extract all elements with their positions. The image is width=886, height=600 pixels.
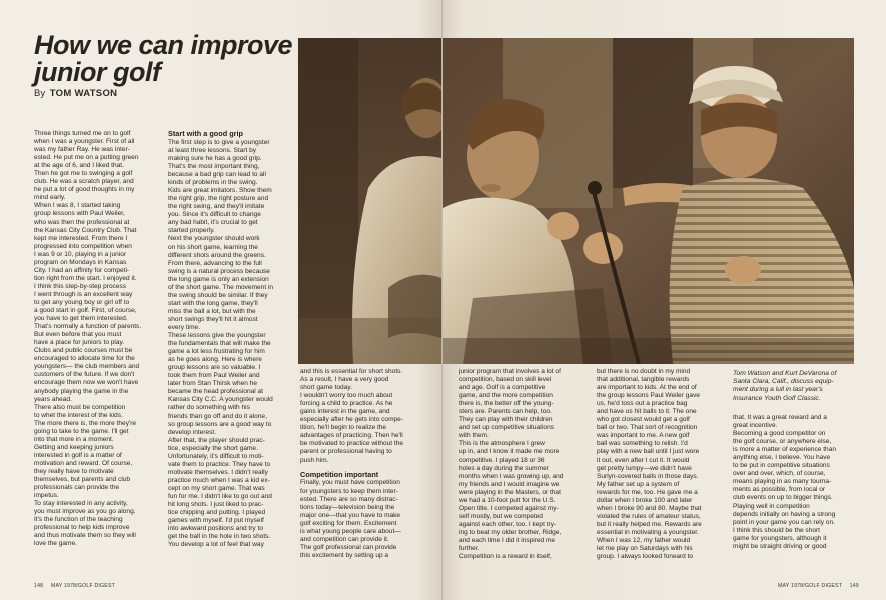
left-page [0,0,441,600]
right-page [443,0,886,600]
column-4 [459,368,585,578]
folio-left [34,583,115,589]
page-number-right: 149 [849,583,859,589]
photo-right-image [443,38,854,364]
column-1-text: Three things turned me on to golf when I was a youngster. First of all was my father Ray. He was inter- ested. He put me on a putting green at the age of 6, and I liked that. Then he got me to swinging a golf club. He was a scratch player, and he put a lot of good thoughts in my mind early. When I was 8, I started taking group lessons with Paul Weiler, who was then the professional at the Kansas City Country Club. That kept me interested. From there I progressed into competition when I was 9 or 10, playing in a junior program on Mondays in Kansas City. I had an affinity for competi- tion right from the start. I enjoyed it. I think this step-by-step process I went through is an excellent way to get any young boy or girl off to a good start in golf. First, of course, you have to get them interested. That's normally a function of parents. But even before that you must have a place for juniors to play. Clubs and public courses must be encouraged to allocate time for the youngsters— the club members and customers of the future. If we don't encourage them now we won't have anybody playing the game in the years ahead. There also must be competition to whet the interest of the kids. The more there is, the more they're going to take to the game. I'll get into that more in a moment. Getting and keeping juniors interested in golf is a matter of motivation and reward. Of course, they really have to motivate themselves, but parents and club professionals can provide the impetus. To stay interested in any activity, you must improve as you go along. It's the function of the teaching professional to help kids improve and thus motivate them so they will love the game. [34,130,142,548]
page-number-left: 148 [34,583,44,589]
headline-line-2: junior golf [34,57,161,87]
byline [34,88,117,99]
headline-line-1: How we can improve [34,30,293,60]
column-2-text: The first step is to give a youngster at least three lessons. Start by making sure he has a good grip. That's the most important thing, because a bad grip can lead to all kinds of problems in the swing. Kids are great imitators. Show them the right grip, the right posture and the right swing, and they'll imitate you. Since it's difficult to change any bad habit, it's crucial to get started properly. Next the youngster should work on his short game, learning the different shots around the greens. From there, advancing to the full swing is a natural process because the long game is only an extension of the short game. The movement in the swing should be similar. If they start with the long game, they'll miss the ball a lot, but with the short swings they'll hit it almost every time. These lessons give the youngster the fundamentals that will make the game a lot less frustrating for him as he goes along. Here is where group lessons are so valuable. I took them from Paul Weiler and later from Stan Thirsk when he became the head professional at Kansas City C.C. A youngster would rather do something with his friends than go off and do it alone, so group lessons are a good way to develop interest. After that, the player should prac- tice, especially the short game. Unfortunately, it's difficult to moti- vate them to practice. They have to motivate themselves. I didn't really practice much when I was a kid ex- cept on my short game. That was fun for me. I didn't like to go out and hit long shots. I just liked to prac- tice chipping and putting. I played games with myself. I'd put myself into awkward positions and try to get the ball in the hole in two shots. You develop a lot of feel that way [168,138,274,549]
folio-right [778,583,859,589]
byline-author: TOM WATSON [49,88,118,99]
photo-right-half [443,38,854,364]
issue-line-left: MAY 1978/GOLF DIGEST [50,583,115,589]
subhead-competition-important: Competition important [300,469,379,479]
column-1 [34,130,160,578]
photo-left-half [298,38,441,364]
byline-prefix: By [34,88,46,99]
column-2 [168,130,294,578]
column-6 [733,414,875,578]
issue-line-right: MAY 1978/GOLF DIGEST [778,583,842,589]
column-5 [597,368,725,578]
subhead-start-with-grip: Start with a good grip [168,130,243,138]
column-4-text: junior program that involves a lot of competition, based on skill level and age. Golf is a competitive game, and the more competition there is, the better off the young- sters are. Parents can help, too. They can play with their children and set up competitive situations with them. This is the atmosphere I grew up in, and I know it made me more competitive. I played 18 or 36 holes a day during the summer months when I was growing up, and my friends and I would imagine we were playing in the Masters, or that we had a 10-foot putt for the U.S. Open title. I competed against my- self mostly, but we competed against each other, too. I kept try- ing to beat my older brother, Ridge, and each time I did it inspired me further. Competition is a reward in itself, [459,368,564,561]
column-6-text: that. It was a great reward and a great incentive. Becoming a good competitor on the golf course, or anywhere else, is more a matter of experience than anything else, I believe. You have to be put in competitive situations over and over, which, of course, means playing in as many tourna- ments as possible, from local or club events on up to bigger things. Playing well in competition depends initially on having a strong point in your game you can rely on. I think this should be the short game for youngsters, although it might be straight driving or good [733,414,836,550]
photo-caption: Tom Watson and Kurt DeVarona of Santa Clara, Calif., discuss equip- ment during a lull in last year's Insurance Youth Golf Classic. [733,370,837,402]
column-5-text: but there is no doubt in my mind that additional, tangible rewards are important to kids. At the end of the group lessons Paul Weiler gave us, he'd toss out a practice bag and have us hit balls to it. The one who got closest would get a golf ball or two. That sort of recognition was important to me. A new golf ball was something to relish. I'd play with a new ball until I just wore it out, even after I cut it. It would get pretty lumpy—we didn't have Surlyn-covered balls in those days. My father set up a system of rewards for me, too. He gave me a dollar when I broke 100 and later when I broke 90 and 80. Maybe that violated the rules of amateur status, but it really helped me. Rewards are essential in motivating a youngster. When I was 12, my father would let me play on Saturdays with his group. I always looked forward to [597,368,702,561]
article-headline [34,32,314,86]
photo-left-image [298,38,441,364]
column-3 [300,368,432,578]
column-3-text: and this is essential for short shots. As a result, I have a very good short game today. I wouldn't worry too much about forcing a child to practice. As he gains interest in the game, and especially after he gets into compe- tition, he'll begin to realize the advantages of practicing. Then he'll be motivated to practice without the parent or professional having to push him. [300,368,403,464]
column-3b-text: Finally, you must have competition for youngsters to keep them inter- ested. There are so many distrac- tions today—television being the major one—that you have to make golf exciting for them. Excitement is what young people care about— and competition can provide it. The golf professional can provide this excitement by setting up a [300,479,401,559]
